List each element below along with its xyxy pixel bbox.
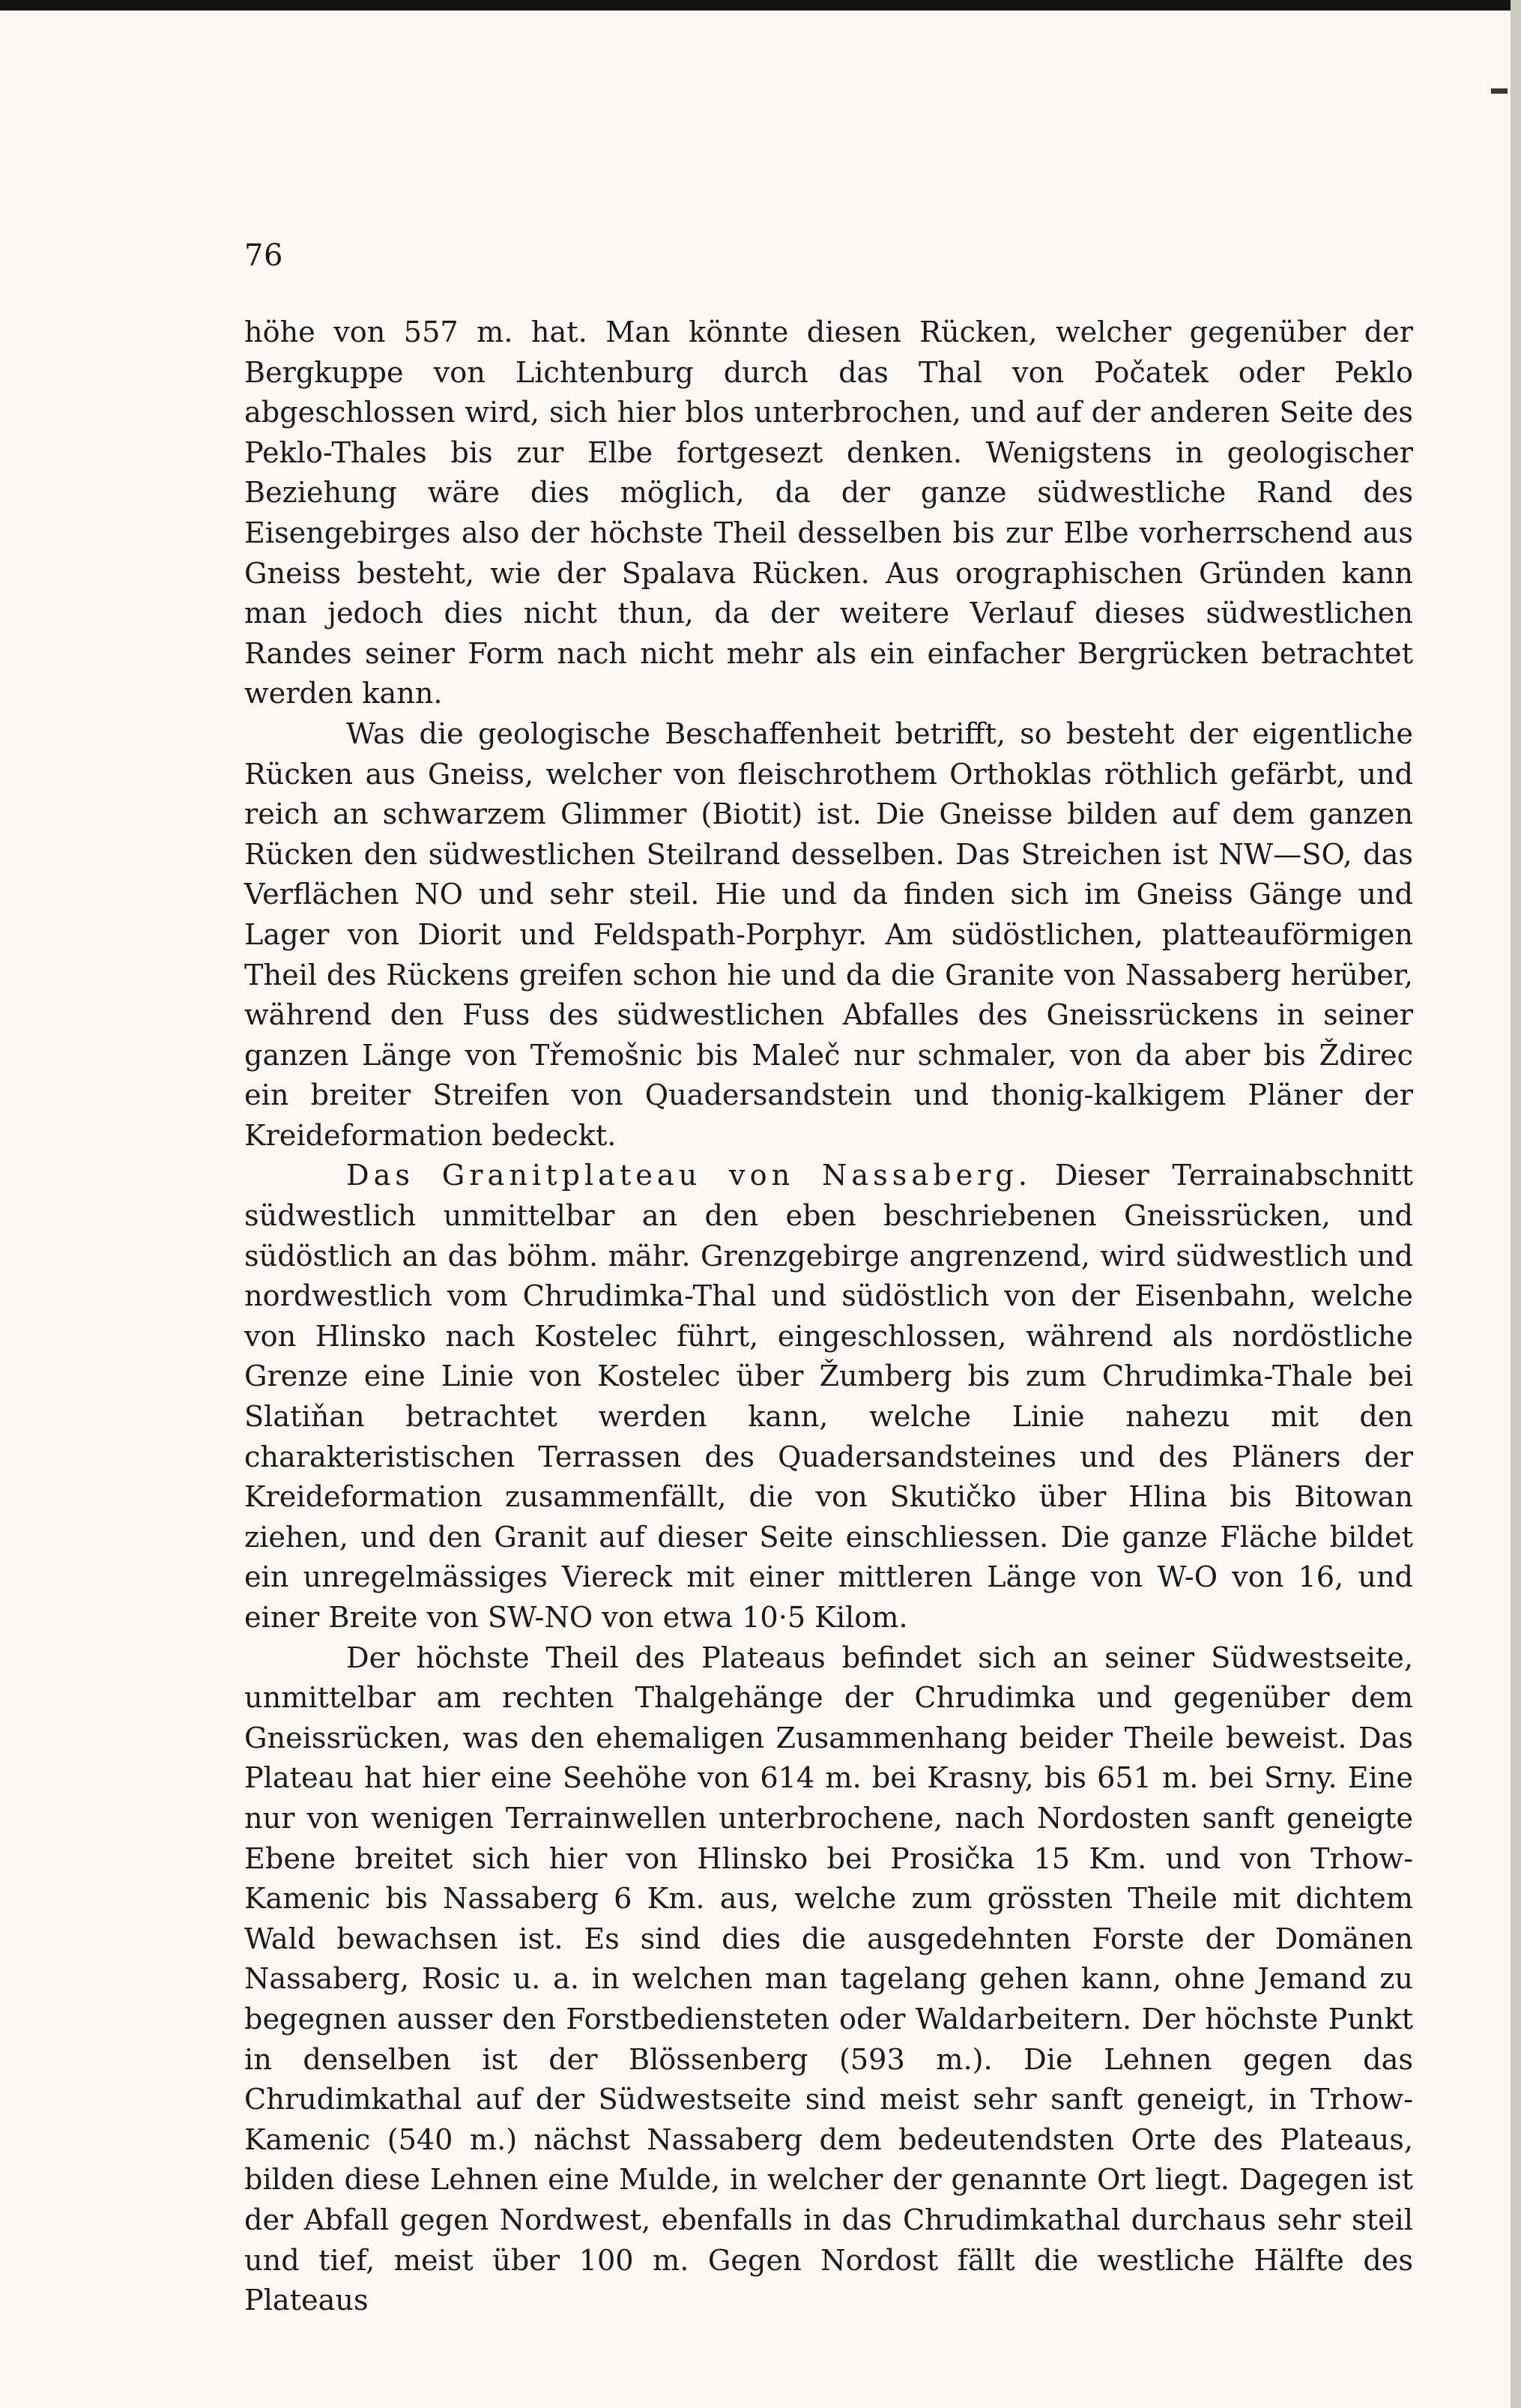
- paragraph-3: [244, 1156, 1413, 1638]
- body-text: [244, 313, 1413, 2322]
- paragraph-3-text: Dieser Terrainabschnitt südwestlich unmittelbar an den eben beschriebenen Gneissrücken, und südöstlich an das böhm. mähr. Grenzgebirge angrenzend, wird südwestlich und nordwestlich vom Chrudimka-Thal und südöstlich von der Eisenbahn, welche von Hlinsko nach Kostelec führt, eingeschlossen, während als nordöstliche Grenze eine Linie von Kostelec über Žumberg bis zum Chrudimka-Thale bei Slatiňan betrachtet werden kann, welche Linie nahezu mit den charakteristischen Terrassen des Quadersandsteines und des Pläners der Kreideformation zusammenfällt, die von Skutičko über Hlina bis Bitowan ziehen, und den Granit auf dieser Seite einschliessen. Die ganze Fläche bildet ein unregelmässiges Viereck mit einer mittleren Länge von W-O von 16, und einer Breite von SW-NO von etwa 10·5 Kilom.: [244, 1159, 1413, 1635]
- scan-margin-mark: [1491, 88, 1508, 94]
- section-heading: Das Granitplateau von Nassaberg.: [346, 1159, 1032, 1193]
- paragraph-4: Der höchste Theil des Plateaus befindet sich an seiner Südwestseite, unmittelbar am rechten Thalgehänge der Chrudimka und gegenüber dem Gneissrücken, was den ehemaligen Zusammenhang beider Theile beweist. Das Plateau hat hier eine Seehöhe von 614 m. bei Krasny, bis 651 m. bei Srny. Eine nur von wenigen Terrainwellen unterbrochene, nach Nordosten sanft geneigte Ebene breitet sich hier von Hlinsko bei Prosička 15 Km. und von Trhow-Kamenic bis Nassaberg 6 Km. aus, welche zum grössten Theile mit dichtem Wald bewachsen ist. Es sind dies die ausgedehnten Forste der Domänen Nassaberg, Rosic u. a. in welchen man tagelang gehen kann, ohne Jemand zu begegnen ausser den Forstbediensteten oder Waldarbeitern. Der höchste Punkt in denselben ist der Blössenberg (593 m.). Die Lehnen gegen das Chrudimkathal auf der Südwestseite sind meist sehr sanft geneigt, in Trhow-Kamenic (540 m.) nächst Nassaberg dem bedeutendsten Orte des Plateaus, bilden diese Lehnen eine Mulde, in welcher der genannte Ort liegt. Dagegen ist der Abfall gegen Nordwest, ebenfalls in das Chrudimkathal durchaus sehr steil und tief, meist über 100 m. Gegen Nordost fällt die westliche Hälfte des Plateaus: [244, 1641, 1413, 2318]
- paragraph-2: Was die geologische Beschaffenheit betrifft, so besteht der eigentliche Rücken aus Gneiss, welcher von fleischrothem Orthoklas röthlich gefärbt, und reich an schwarzem Glimmer (Biotit) ist. Die Gneisse bilden auf dem ganzen Rücken den südwestlichen Steilrand desselben. Das Streichen ist NW—SO, das Verflächen NO und sehr steil. Hie und da finden sich im Gneiss Gänge und Lager von Diorit und Feldspath-Porphyr. Am südöstlichen, platteauförmigen Theil des Rückens greifen schon hie und da die Granite von Nassaberg herüber, während den Fuss des südwestlichen Abfalles des Gneissrückens in seiner ganzen Länge von Třemošnic bis Maleč nur schmaler, von da aber bis Ždirec ein breiter Streifen von Quadersandstein und thonig-kalkigem Pläner der Kreideformation bedeckt.: [244, 717, 1413, 1153]
- paragraph-1: höhe von 557 m. hat. Man könnte diesen Rücken, welcher gegenüber der Bergkuppe von Lichtenburg durch das Thal von Počatek oder Peklo abgeschlossen wird, sich hier blos unterbrochen, und auf der anderen Seite des Peklo-Thales bis zur Elbe fortgesezt denken. Wenigstens in geologischer Beziehung wäre dies möglich, da der ganze südwestliche Rand des Eisengebirges also der höchste Theil desselben bis zur Elbe vorherrschend aus Gneiss besteht, wie der Spalava Rücken. Aus orographischen Gründen kann man jedoch dies nicht thun, da der weitere Verlauf dieses südwestlichen Randes seiner Form nach nicht mehr als ein einfacher Bergrücken betrachtet werden kann.: [244, 316, 1413, 711]
- page-number: 76: [244, 238, 283, 273]
- scan-right-edge: [1511, 0, 1521, 2408]
- scan-top-edge: [0, 0, 1521, 10]
